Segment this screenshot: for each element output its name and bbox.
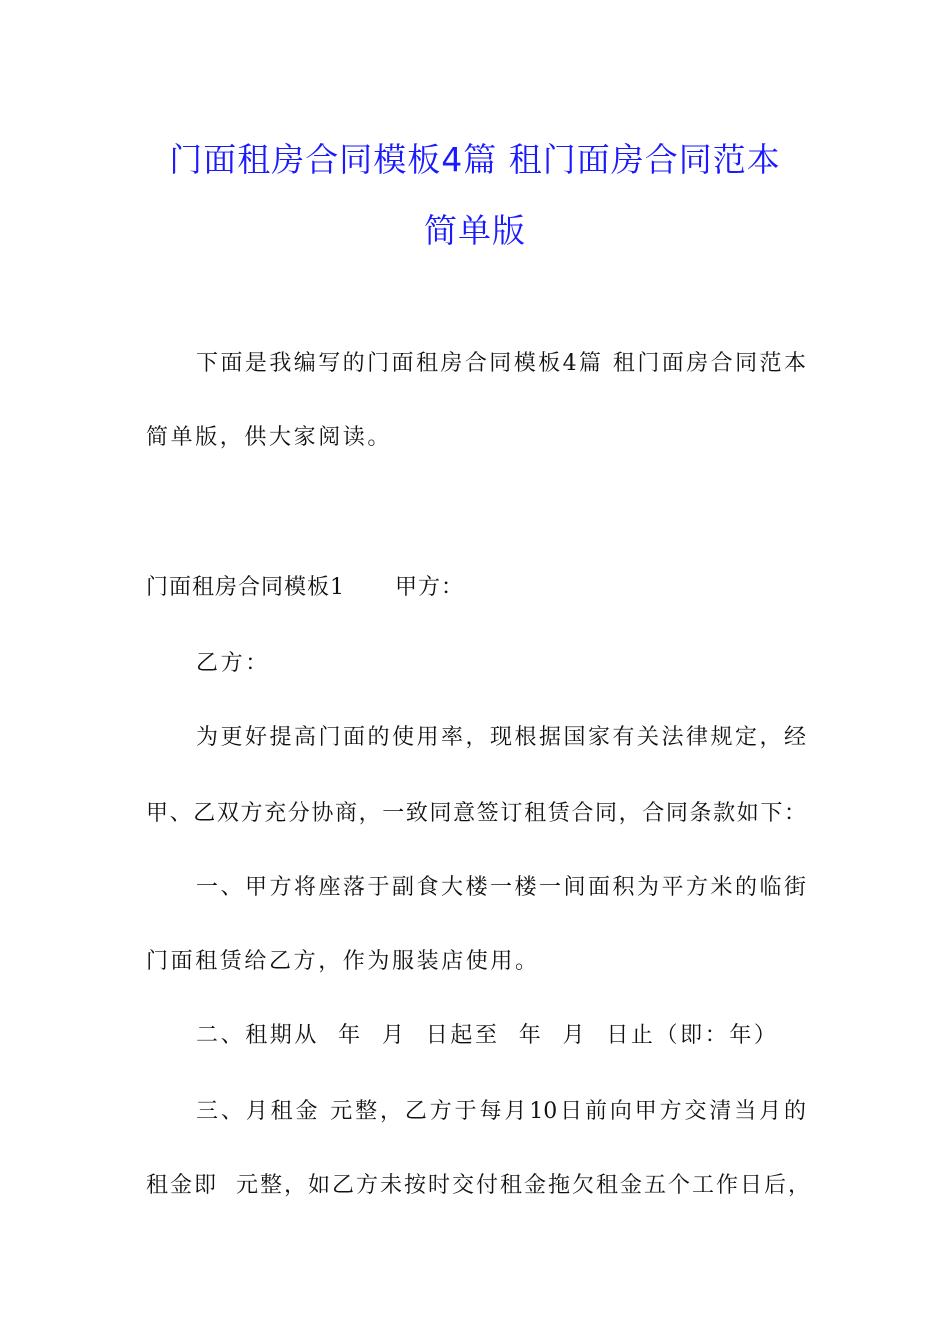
paragraph-1-line-2: 甲、乙双方充分协商，一致同意签订租赁合同，合同条款如下：: [146, 801, 806, 826]
party-a-label: 甲方：: [395, 575, 465, 600]
intro-line-1: 下面是我编写的门面租房合同模板4篇 租门面房合同范本: [196, 351, 806, 376]
clause-2-line-1: 二、租期从 年 月 日起至 年 月 日止（即：年）: [196, 1023, 779, 1048]
section-heading-row: [146, 570, 464, 601]
intro-line-2: 简单版，供大家阅读。: [146, 425, 393, 450]
section-heading: 门面租房合同模板1: [146, 575, 345, 600]
paragraph-1-line-1: 为更好提高门面的使用率，现根据国家有关法律规定，经: [196, 725, 806, 750]
document-title-line-1: 门面租房合同模板4篇 租门面房合同范本: [169, 140, 781, 179]
clause-3-line-2: 租金即 元整，如乙方未按时交付租金拖欠租金五个工作日后，: [146, 1173, 812, 1198]
document-title-line-2: 简单版: [424, 211, 526, 250]
clause-1-line-2: 门面租赁给乙方，作为服装店使用。: [146, 949, 540, 974]
clause-3-line-1: 三、月租金 元整，乙方于每月10日前向甲方交清当月的: [196, 1099, 806, 1124]
clause-1-line-1: 一、甲方将座落于副食大楼一楼一间面积为平方米的临街: [196, 875, 806, 900]
party-b-label: 乙方：: [196, 651, 270, 676]
